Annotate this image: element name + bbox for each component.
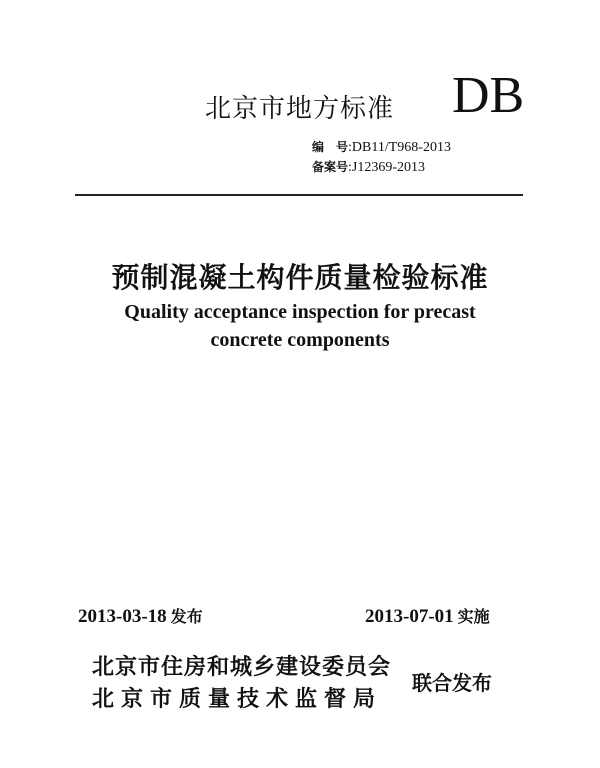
title-english-line-2: concrete components (210, 329, 390, 351)
issue-date-label: 发布 (170, 607, 203, 626)
issue-date (78, 604, 203, 628)
standard-number-value: :DB11/T968-2013 (348, 140, 451, 155)
implementation-date (365, 604, 490, 628)
standard-number (312, 138, 451, 156)
title-english (0, 298, 600, 354)
standard-number-label: 编 号 (312, 140, 349, 154)
implementation-date-label: 实施 (457, 607, 490, 626)
record-number (312, 158, 425, 176)
standard-category: 北京市地方标准 (205, 94, 395, 124)
header-divider (75, 194, 523, 196)
record-number-label: 备案号 (312, 160, 349, 174)
issue-date-value: 2013-03-18 (78, 606, 167, 627)
db-mark: DB (452, 67, 525, 124)
joint-release-label: 联合发布 (412, 671, 492, 695)
record-number-value: :J12369-2013 (348, 160, 426, 175)
title-english-line-1: Quality acceptance inspection for precast (124, 301, 476, 323)
implementation-date-value: 2013-07-01 (365, 606, 454, 627)
issuer-housing-commission: 北京市住房和城乡建设委员会 (92, 655, 392, 680)
title-chinese: 预制混凝土构件质量检验标准 (111, 261, 489, 294)
issuer-quality-bureau: 北京市质量技术监督局 (92, 687, 383, 712)
